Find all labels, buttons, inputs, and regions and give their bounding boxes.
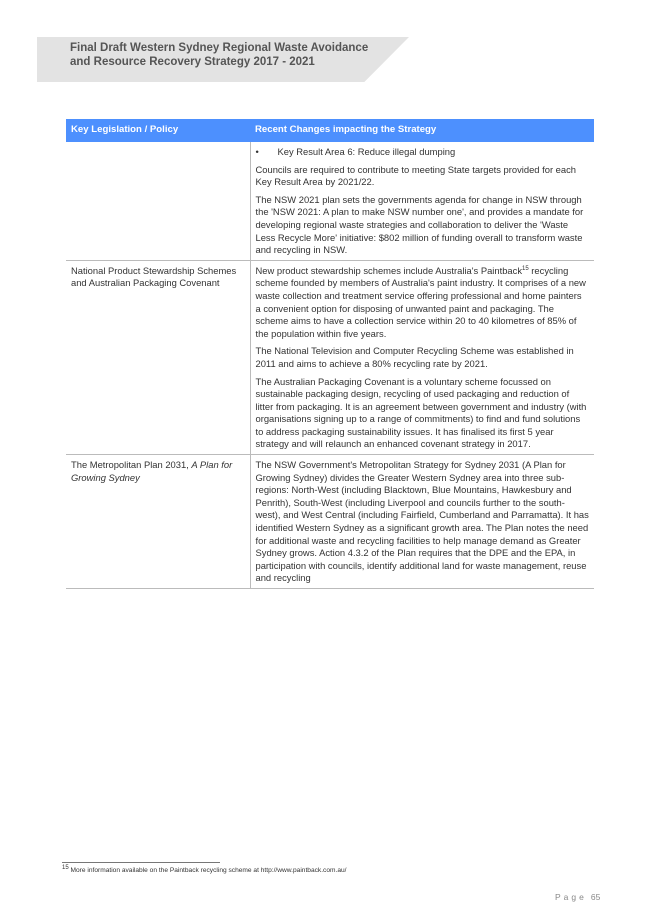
column-header-changes: Recent Changes impacting the Strategy [250, 119, 594, 142]
column-header-policy: Key Legislation / Policy [66, 119, 250, 142]
document-title-line1: Final Draft Western Sydney Regional Waste Avoidance [70, 42, 369, 54]
paragraph: The Australian Packaging Covenant is a voluntary scheme focussed on sustainable packaging design, recycling of used packaging and reduction of litter from packaging. It is an agreement between government and industry (with organisations signing up to a range of commitments) to find and fund solutions to address packaging sustainability issues. It has finalised its first 5 year strategy and will relaunch an enhanced covenant strategy in 2017. [255, 375, 587, 450]
bullet-text: Key Result Area 6: Reduce illegal dumping [277, 146, 456, 157]
changes-cell [250, 455, 594, 589]
changes-cell [250, 260, 594, 454]
page-number-value: 65 [590, 892, 601, 902]
footnote-ref: 15 [522, 265, 529, 272]
paragraph: The National Television and Computer Recycling Scheme was established in 2011 and aims to achieve a 80% recycling rate by 2021. [255, 345, 574, 369]
table-row [66, 260, 594, 454]
paragraph: The NSW Government's Metropolitan Strategy for Sydney 2031 (A Plan for Growing Sydney) divides the Greater Western Sydney area into three sub-regions: North-West (including Blacktown, Blue Mountains, Hawkesbury and Penrith), South-West (including Liverpool and councils further to the south-west), and West Central (including Fairfield, Cumberland and Parramatta). It has identified Western Sydney as a significant growth area. The Plan notes the need for additional waste and recycling facilities to help manage demand as Greater Sydney grows. Action 4.3.2 of the Plan requires that the DPE and the EPA, in participation with councils, identify additional land for waste management, reuse and recycling [255, 459, 589, 584]
paragraph: Councils are required to contribute to meeting State targets provided for each Key Result Area by 2021/22. [255, 163, 576, 188]
table-header-row [66, 119, 594, 142]
paragraph-text: New product stewardship schemes include Australia's Paintback [255, 264, 523, 276]
footnote-number: 15 [62, 864, 69, 871]
changes-cell [250, 142, 594, 260]
page-number [555, 892, 600, 902]
table-row [66, 455, 594, 589]
document-title [70, 41, 400, 69]
bullet-icon: • [255, 146, 259, 157]
footnote-divider [62, 862, 220, 863]
paragraph: The NSW 2021 plan sets the governments agenda for change in NSW through the 'NSW 2021: A plan to make NSW number one', and provides a mandate for developing regional waste strategies and collaboration to deliver the 'Waste Less Recycle More' initiative: $802 million of funding overall to transform waste and recycling in NSW. [255, 193, 584, 256]
policy-text: The Metropolitan Plan 2031, [71, 459, 192, 471]
policy-text-italic: A Plan for Growing Sydney [71, 459, 233, 483]
table-row [66, 142, 594, 260]
policy-cell: National Product Stewardship Schemes and Australian Packaging Covenant [66, 260, 250, 454]
bullet-item [256, 146, 590, 159]
paragraph [256, 265, 590, 341]
policy-cell [66, 142, 250, 260]
page-label: Page [555, 892, 587, 902]
legislation-table [66, 119, 594, 589]
footnote-text: More information available on the Paintback recycling scheme at http://www.paintback.com.au/ [68, 867, 347, 874]
paragraph-text: recycling scheme founded by members of Australia's paint industry. It comprises of a new waste collection and treatment service offering professional and home painters a convenient option for disposing of unwanted paint and packaging. The scheme aims to have a collection service within 20 to 40 kilometres of 85% of the population within five years. [255, 264, 586, 339]
document-title-line2: and Resource Recovery Strategy 2017 - 2021 [70, 56, 315, 68]
policy-cell [66, 455, 250, 589]
footnote [62, 864, 347, 874]
